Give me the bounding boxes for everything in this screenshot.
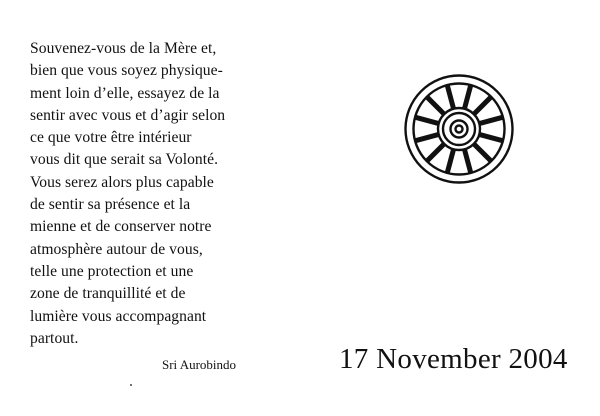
quote-line: mienne et de conserver notre — [30, 218, 212, 236]
emblem-spoke — [474, 97, 491, 114]
quote-line: vous dit que serait sa Volonté. — [30, 151, 219, 169]
quote-line: lumière vous accompagnant — [30, 307, 207, 325]
emblem-spoke — [474, 144, 491, 161]
emblem-spoke — [447, 85, 453, 109]
quote-line: telle une protection et une — [30, 262, 194, 280]
emblem-spoke — [479, 134, 503, 140]
emblem-spoke — [464, 85, 470, 109]
emblem-spoke — [464, 149, 470, 173]
quote-line: ment loin d’elle, essayez de la — [30, 84, 220, 102]
emblem-spoke — [427, 97, 444, 114]
emblem-spoke — [447, 149, 453, 173]
quote-author: Sri Aurobindo — [162, 357, 237, 372]
print-speck — [130, 384, 132, 386]
quote-line: sentir avec vous et d’agir selon — [30, 106, 226, 124]
emblem-spoke — [427, 144, 444, 161]
quote-line: bien que vous soyez physique- — [30, 62, 223, 80]
quote-line: atmosphère autour de vous, — [30, 240, 203, 258]
card-date: 17 November 2004 — [339, 343, 568, 375]
quote-line: partout. — [30, 329, 79, 347]
quote-line: ce que votre être intérieur — [30, 129, 192, 147]
quote-line: Souvenez-vous de la Mère et, — [30, 40, 217, 57]
emblem-spoke — [415, 117, 439, 123]
quote-line: de sentir sa présence et la — [30, 196, 191, 214]
emblem-spoke — [415, 134, 439, 140]
sri-aurobindo-ashram-symbol-icon — [402, 72, 516, 186]
quote-line: zone de tranquillité et de — [30, 285, 186, 303]
quote-text — [30, 38, 330, 350]
emblem-spoke — [479, 117, 503, 123]
quote-line: Vous serez alors plus capable — [30, 173, 214, 191]
